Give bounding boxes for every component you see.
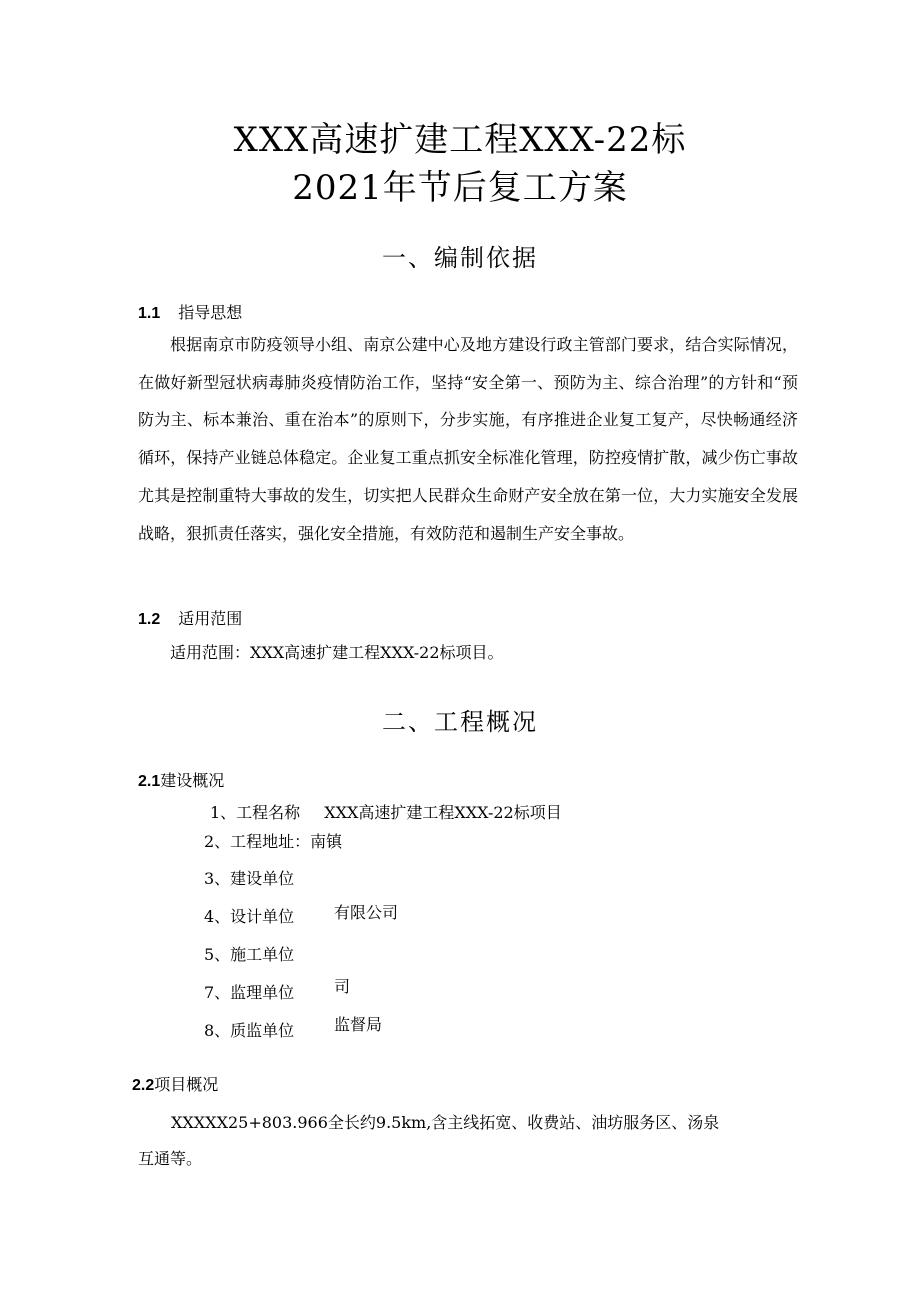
guiding-idea-paragraph: 根据南京市防疫领导小组、南京公建中心及地方建设行政主管部门要求，结合实际情况，在做好新型冠状病毒肺炎疫情防治工作，坚持“安全第一、预防为主、综合治理”的方针和“预防为主、标本兼治、重在治本”的原则下，分步实施，有序推进企业复工复产，尽快畅通经济循环，保持产业链总体稳定。企业复工重点抓安全标准化管理，防控疫情扩散，减少伤亡事故尤其是控制重特大事故的发生，切实把人民群众生命财产安全放在第一位，大力实施安全发展战略，狠抓责任落实，强化安全措施，有效防范和遏制生产安全事故。 xyxy=(138,335,798,543)
info-label: 7、监理单位 xyxy=(204,983,295,1002)
section-heading-basis: 一、编制依据 xyxy=(382,244,538,272)
subsection-number: 2.2 xyxy=(132,1077,155,1094)
subsection-number: 1.2 xyxy=(138,611,161,628)
project-overview-line1: XXXXX25+803.966全长约9.5km,含主线拓宽、收费站、油坊服务区、汤泉 xyxy=(171,1113,720,1132)
subsection-title: 项目概况 xyxy=(154,1075,219,1094)
project-overview-line2: 互通等。 xyxy=(138,1149,203,1168)
info-value-design-unit: 有限公司 xyxy=(334,903,399,922)
info-item-construction-unit xyxy=(204,866,294,889)
subsection-number: 2.1 xyxy=(138,773,161,790)
subsection-title: 建设概况 xyxy=(160,771,225,790)
info-item-design-unit xyxy=(204,904,294,927)
subsection-heading-2-1 xyxy=(138,768,224,791)
info-label: 2、工程地址：南镇 xyxy=(204,832,343,851)
subsection-heading-1-1 xyxy=(138,300,242,323)
info-value-supervision-unit: 司 xyxy=(334,977,351,996)
info-item-builder-unit xyxy=(204,942,294,965)
subsection-title: 指导思想 xyxy=(178,303,243,322)
info-value-quality-unit: 监督局 xyxy=(334,1015,383,1034)
info-label: 1、工程名称 xyxy=(210,803,301,822)
info-item-project-address xyxy=(204,829,342,852)
section-heading-overview: 二、工程概况 xyxy=(382,708,538,736)
subsection-title: 适用范围 xyxy=(178,609,243,628)
info-item-supervision-unit xyxy=(204,980,294,1003)
scope-paragraph: 适用范围：XXX高速扩建工程XXX-22标项目。 xyxy=(170,643,504,662)
document-title-line2: 2021年节后复工方案 xyxy=(292,168,628,208)
subsection-heading-1-2 xyxy=(138,606,242,629)
info-value: XXX高速扩建工程XXX-22标项目 xyxy=(324,803,562,822)
info-item-project-name xyxy=(210,800,562,823)
subsection-number: 1.1 xyxy=(138,305,161,322)
subsection-heading-2-2 xyxy=(132,1072,218,1095)
info-label: 3、建设单位 xyxy=(204,869,295,888)
document-title-line1: XXX高速扩建工程XXX-22标 xyxy=(233,120,687,160)
info-item-quality-unit xyxy=(204,1018,294,1041)
info-label: 4、设计单位 xyxy=(204,907,295,926)
info-label: 8、质监单位 xyxy=(204,1021,295,1040)
info-label: 5、施工单位 xyxy=(204,945,295,964)
